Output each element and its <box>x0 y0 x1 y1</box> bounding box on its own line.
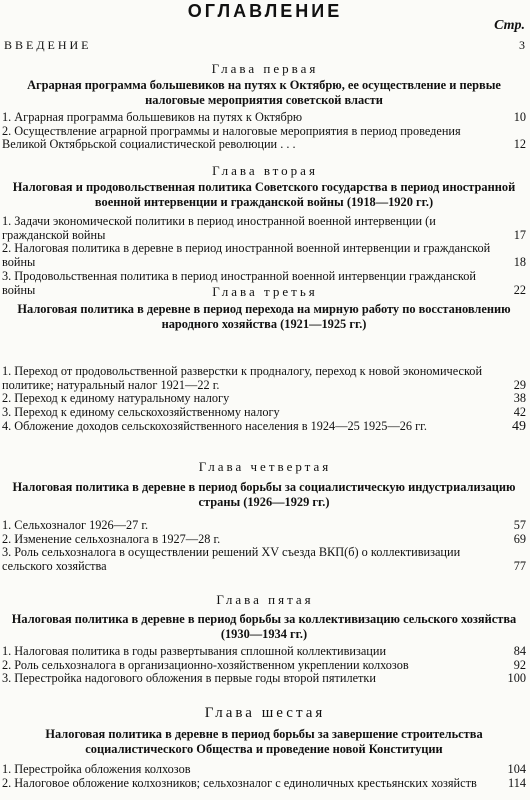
toc-item-text: 3. Перестройка надогового обложения в первые годы второй пятилетки <box>2 671 376 686</box>
toc-item-page: 42 <box>513 405 526 420</box>
chapter-heading: Глава шестая <box>204 705 326 721</box>
toc-item[interactable] <box>2 533 528 547</box>
toc-item-page: 114 <box>508 775 526 790</box>
toc-item[interactable] <box>2 215 528 242</box>
toc-item-page: 104 <box>507 762 526 776</box>
toc-item[interactable] <box>2 111 528 125</box>
toc-item[interactable] <box>2 777 528 791</box>
toc-item[interactable] <box>2 365 528 392</box>
chapter-title: Налоговая политика в деревне в период перехода на мирную работу по восстановлению народного хозяйства (1921—1925 гг.) <box>17 302 511 331</box>
toc-item-page: 10 <box>513 110 526 124</box>
chapter-heading: Глава первая <box>211 61 319 76</box>
toc-item-page: 22 <box>513 282 526 297</box>
toc-item[interactable] <box>2 420 528 434</box>
toc-item-page: 38 <box>513 391 526 406</box>
chapter-title: Налоговая и продовольственная политика Советского государства в период иностранной военной интервенции и гражданской войны (1918—1920 гг.) <box>12 180 516 209</box>
chapter-items <box>2 111 528 152</box>
chapter-items <box>2 365 528 434</box>
chapter-title: Налоговая политика в деревне в период борьбы за завершение строительства социалистического Общества и проведение новой Конституции <box>45 727 483 756</box>
toc-item-text: 2. Изменение сельхозналога в 1927—28 г. <box>2 531 221 546</box>
toc-item-text: 3. Роль сельхозналога в осуществлении решений XV съезда ВКП(б) о коллективизации сельского хозяйства <box>2 545 461 574</box>
toc-item-page: 17 <box>513 227 526 242</box>
chapter-items <box>2 645 528 686</box>
toc-item-text: 3. Переход к единому сельскохозяйственному налогу <box>2 405 280 420</box>
toc-item-text: 1. Перестройка обложения колхозов <box>2 762 191 776</box>
toc-item[interactable] <box>2 519 528 533</box>
toc-item-text: 1. Налоговая политика в годы развертывания сплошной коллективизации <box>2 644 387 658</box>
intro-page: 3 <box>519 38 525 52</box>
toc-item-text: 2. Налоговая политика в деревне в период иностранной военной интервенции и гражданской войны <box>2 241 491 270</box>
toc-item-page: 57 <box>513 518 526 532</box>
toc-item[interactable] <box>2 125 528 152</box>
toc-item[interactable] <box>2 406 528 420</box>
toc-item[interactable] <box>2 242 528 269</box>
toc-item-page: 18 <box>513 255 526 270</box>
chapter-heading: Глава четвертая <box>198 459 332 474</box>
toc-item[interactable] <box>2 645 528 659</box>
toc-item-text: 2. Осуществление аграрной программы и налоговые мероприятия в период проведения Великой Октябрьской социалистической революции . . . <box>2 123 461 152</box>
toc-item-page: 29 <box>513 377 526 392</box>
toc-item[interactable] <box>2 763 528 777</box>
toc-item-page: 69 <box>513 531 526 546</box>
toc-item-text: 2. Переход к единому натуральному налогу <box>2 391 230 406</box>
toc-item[interactable] <box>2 546 528 573</box>
chapter-items <box>2 519 528 574</box>
toc-item[interactable] <box>2 672 528 686</box>
chapter-title: Аграрная программа большевиков на путях к Октябрю, ее осуществление и первые налоговые мероприятия советской власти <box>27 78 501 107</box>
toc-item-text: 1. Аграрная программа большевиков на путях к Октябрю <box>2 110 303 124</box>
toc-item-text: 2. Налоговое обложение колхозников; сельхозналог с единоличных крестьянских хозяйств <box>2 775 477 790</box>
toc-item[interactable] <box>2 392 528 406</box>
page-title: ОГЛАВЛЕНИЕ <box>187 1 343 21</box>
intro-label: ВВЕДЕНИЕ <box>4 38 92 52</box>
chapter-heading: Глава третья <box>212 284 318 299</box>
toc-item-page: 12 <box>513 137 526 152</box>
toc-item-text: 2. Роль сельхозналога в организационно-хозяйственном укреплении колхозов <box>2 657 409 672</box>
toc-item-text: 3. Продовольственная политика в период иностранной военной интервенции гражданской войны <box>2 268 477 297</box>
toc-item-page: 100 <box>507 671 526 686</box>
chapter-heading: Глава пятая <box>216 592 314 607</box>
chapter-heading: Глава вторая <box>212 163 318 178</box>
chapter-items <box>2 763 528 790</box>
toc-intro[interactable] <box>4 38 525 53</box>
toc-item-text: 4. Обложение доходов сельскохозяйственного населения в 1924—25 1925—26 гг. <box>2 418 427 433</box>
toc-item-text: 1. Задачи экономической политики в период иностранной военной интервенции (и гражданской войны <box>2 214 436 242</box>
toc-item-page: 92 <box>513 657 526 672</box>
page-column-label: Стр. <box>494 18 525 33</box>
chapter-title: Налоговая политика в деревне в период борьбы за социалистическую индустриализацию страны (1926—1929 гг.) <box>12 480 516 509</box>
toc-item-text: 1. Переход от продовольственной разверстки к продналогу, переход к новой экономической политике; натуральный налог 1921—22 г. <box>2 364 483 392</box>
chapter-title: Налоговая политика в деревне в период борьбы за коллективизацию сельского хозяйства (1930—1934 гг.) <box>11 612 517 641</box>
toc-item-page: 49 <box>512 418 526 434</box>
toc-item-text: 1. Сельхозналог 1926—27 г. <box>2 518 149 532</box>
toc-item-page: 84 <box>513 644 526 658</box>
toc-item[interactable] <box>2 659 528 673</box>
toc-item-page: 77 <box>513 559 526 574</box>
